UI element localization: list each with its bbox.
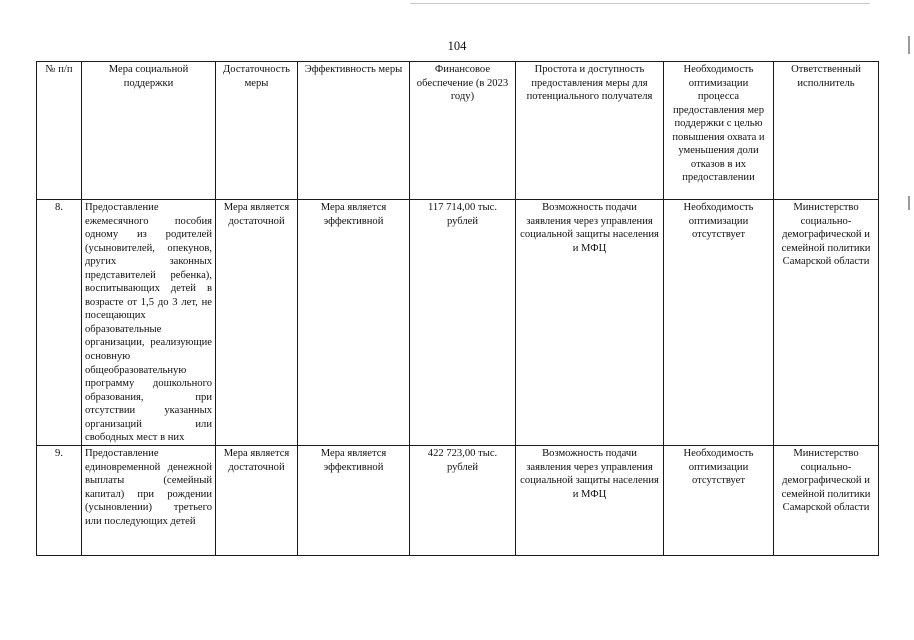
header-measure: Мера социальной поддержки [82,62,216,200]
header-number: № п/п [37,62,82,200]
executor-cell: Министерство социально-демографической и семейной политики Самарской области [774,446,879,556]
measure-cell: Предоставление единовременной денежной выплаты (семейный капитал) при рождении (усыновлении) третьего или последующих детей [82,446,216,556]
executor-cell: Министерство социально-демографической и семейной политики Самарской области [774,200,879,446]
row-number: 9. [37,446,82,556]
table-header-row [37,62,879,200]
header-executor: Ответственный исполнитель [774,62,879,200]
header-effectiveness: Эффективность меры [298,62,410,200]
sufficiency-cell: Мера является достаточной [216,200,298,446]
financing-cell: 117 714,00 тыс. рублей [410,200,516,446]
top-rule [410,3,870,4]
accessibility-cell: Возможность подачи заявления через управления социальной защиты населения и МФЦ [516,200,664,446]
header-sufficiency: Достаточность меры [216,62,298,200]
scan-edge-mark [908,196,910,210]
header-accessibility: Простота и доступность предоставления меры для потенциального получателя [516,62,664,200]
optimization-cell: Необходимость оптимизации отсутствует [664,446,774,556]
page-number: 104 [447,39,467,53]
effectiveness-cell: Мера является эффективной [298,200,410,446]
financing-cell: 422 723,00 тыс. рублей [410,446,516,556]
header-optimization: Необходимость оптимизации процесса предоставления мер поддержки с целью повышения охвата и уменьшения доли отказов в их предоставлении [664,62,774,200]
social-support-table [36,61,879,556]
row-number: 8. [37,200,82,446]
effectiveness-cell: Мера является эффективной [298,446,410,556]
measure-cell: Предоставление ежемесячного пособия одному из родителей (усыновителей, опекунов, других законных представителей ребенка), воспитывающих детей в возрасте от 1,5 до 3 лет, не посещающих образовательные организации, реализующие основную общеобразовательную программу дошкольного образования, при отсутствии указанных организаций или свободных мест в них [82,200,216,446]
table-row [37,446,879,556]
optimization-cell: Необходимость оптимизации отсутствует [664,200,774,446]
sufficiency-cell: Мера является достаточной [216,446,298,556]
accessibility-cell: Возможность подачи заявления через управления социальной защиты населения и МФЦ [516,446,664,556]
table-row [37,200,879,446]
header-financing: Финансовое обеспечение (в 2023 году) [410,62,516,200]
